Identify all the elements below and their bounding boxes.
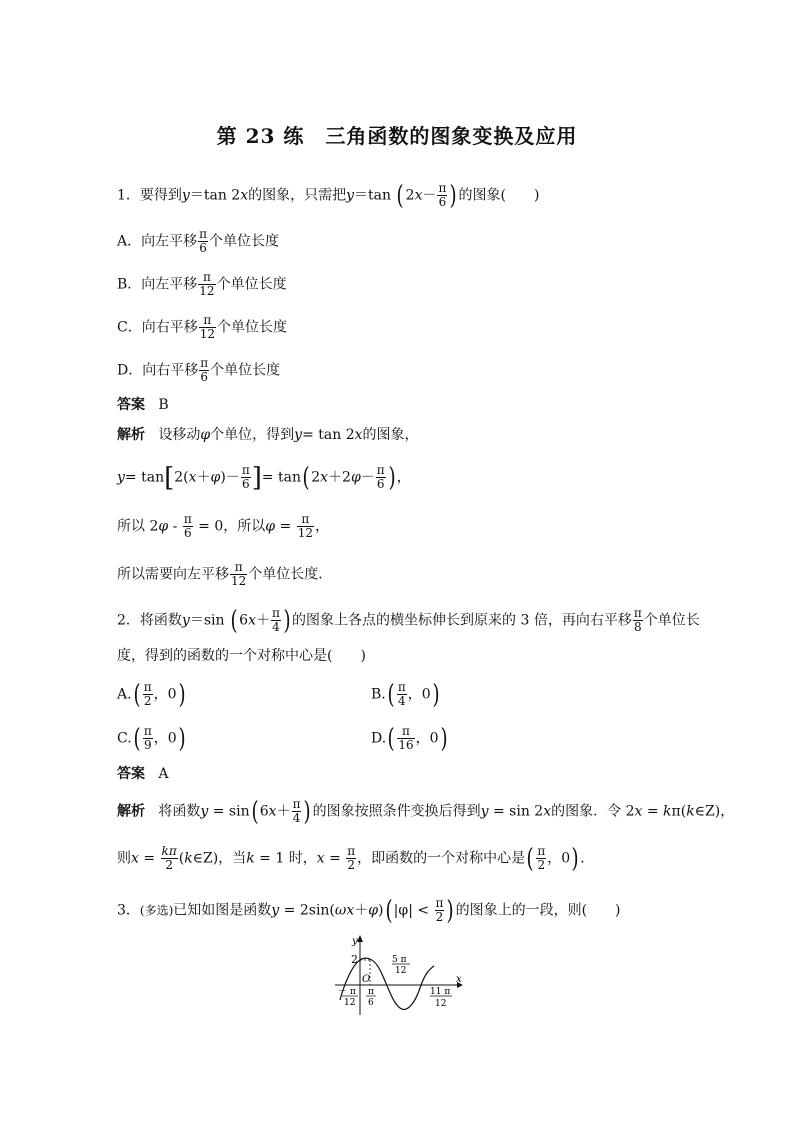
label-5pi-12-num: 5 π [392,955,407,965]
y-axis-arrow [357,935,363,942]
q2-option-d[interactable]: D.( $\frac{\pi}{16}$ ，0) [371,723,448,754]
y-tick-2: 2 [351,953,358,966]
q1-analysis-line1: 解析 设移动φ个单位，得到y= tan 2x的图象， [117,427,419,443]
q1-answer: 答案 B [117,397,169,413]
label-neg-pi-12-num: － π [338,987,356,997]
q1-option-d[interactable]: D．向右平移 $\frac{\pi}{6}$ 个单位长度 [117,356,281,384]
label-pi-6-num: π [368,987,374,997]
y-axis-label: y [352,936,358,947]
q2-option-a[interactable]: A.( $\frac{\pi}{2}$ ，0) [117,679,186,710]
q2-option-b[interactable]: B.( $\frac{\pi}{4}$ ，0) [371,679,440,710]
q1-stem: 1．要得到y＝tan 2x的图象，只需把y＝tan ( 2x－ $\frac{\pi}{6}$ ) 的图象( ) [117,180,540,211]
label-neg-pi-12-den: 12 [344,998,356,1008]
q2-analysis-line1: 解析 将函数y = sin( 6x＋ $\frac{\pi}{4}$ ) 的图象按照条件变换后得到y = sin 2x的图象．令 2x = kπ(k∈Z)， [117,796,735,827]
q1-option-a[interactable]: A．向左平移 $\frac{\pi}{6}$ 个单位长度 [117,227,280,255]
q1-analysis-line2: y= tan[2(x＋φ)－ $\frac{\pi}{6}$ ]= tan( 2x＋2φ－ $\frac{\pi}{6}$ ) ， [117,462,411,493]
page-title: 第 23 练 三角函数的图象变换及应用 [216,124,578,148]
label-pi-6-den: 6 [368,998,374,1008]
q1-option-b[interactable]: B．向左平移 $\frac{\pi}{12}$ 个单位长度 [117,270,287,298]
origin-label: O [362,974,371,985]
sine-graph [330,930,470,1020]
q2-analysis-line2: 则x = $\frac{k\pi}{2}$ (k∈Z)，当k = 1 时，x = $\frac{\pi}{2}$ ，即函数的一个对称中心是( $\frac{\pi}{2}$ ，0) ． [117,843,595,874]
q2-stem-line1: 2．将函数y＝sin ( 6x＋ $\frac{\pi}{4}$ ) 的图象上各点的横坐标伸长到原来的 3 倍，再向右平移 $\frac{\pi}{8}$ 个单位长 [117,605,700,636]
q2-stem-line2: 度，得到的函数的一个对称中心是( ) [117,648,366,664]
label-11pi-12-den: 12 [435,999,447,1009]
q2-option-c[interactable]: C.( $\frac{\pi}{9}$ ，0) [117,723,186,754]
q1-analysis-line4: 所以需要向左平移 $\frac{\pi}{12}$ 个单位长度． [117,560,333,588]
q1-option-c[interactable]: C．向右平移 $\frac{\pi}{12}$ 个单位长度 [117,313,287,341]
label-5pi-12-den: 12 [395,966,407,976]
x-axis-label: x [456,974,462,985]
q1-analysis-line3: 所以 2φ - $\frac{\pi}{6}$ = 0，所以φ = $\frac{\pi}{12}$ ， [117,512,329,540]
q3-stem: 3．(多选)已知如图是函数y = 2sin(ωx＋φ)( |φ| < $\frac{\pi}{2}$ ) 的图象上的一段，则( ) [117,895,621,926]
label-11pi-12-num: 11 π [430,987,451,997]
q2-answer: 答案 A [117,766,169,782]
